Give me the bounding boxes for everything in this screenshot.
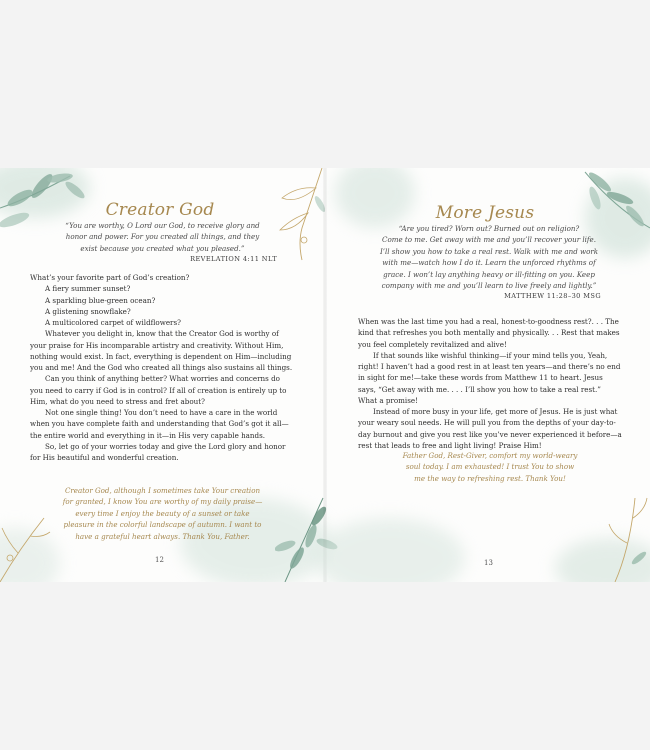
prayer-line: pleasure in the colorful landscape of autumn. I want to bbox=[63, 520, 262, 530]
watercolor-wash bbox=[315, 518, 465, 582]
closing-prayer bbox=[40, 485, 285, 542]
scripture-reference: MATTHEW 11:28–30 MSG bbox=[504, 292, 601, 300]
book-spread bbox=[0, 168, 650, 582]
prayer-line: for granted, I know You are worthy of my daily praise— bbox=[62, 497, 263, 507]
body-paragraph: So, let go of your worries today and give the Lord glory and honor for His beautiful and wonderful creation. bbox=[30, 441, 286, 462]
quote-line: Come to me. Get away with me and you’ll recover your life. bbox=[382, 235, 596, 245]
body-list-item: A glistening snowflake? bbox=[45, 306, 131, 316]
scripture-reference: REVELATION 4:11 NLT bbox=[190, 255, 277, 263]
body-paragraph: Can you think of anything better? What worries and concerns do you need to carry if God is in control? If all of creation is entirely up to Him, what do you need to stress and fret about? bbox=[30, 374, 287, 406]
body-paragraph: If that sounds like wishful thinking—if your mind tells you, Yeah, right! I haven’t had a good rest in at least ten years—and there’s no end in sight for me!—take these words from Matthew 11 to heart. Jesus says, “Get away with me. . . . I’ll show you how to take a real rest.” What a promise! bbox=[358, 350, 621, 405]
prayer-line: have a grateful heart always. Thank You, Father. bbox=[75, 531, 250, 541]
prayer-line: me the way to refreshing rest. Thank You! bbox=[414, 473, 566, 483]
quote-line: I’ll show you how to take a real rest. Walk with me and work bbox=[379, 246, 599, 256]
gold-sprig-illustration bbox=[595, 488, 650, 582]
devotional-body bbox=[30, 272, 294, 463]
scripture-quote bbox=[40, 220, 285, 254]
quote-line: grace. I won’t lay anything heavy or ill-fitting on you. Keep bbox=[383, 269, 595, 279]
page-number: 13 bbox=[484, 559, 493, 567]
scripture-quote bbox=[355, 223, 623, 291]
body-paragraph: Whatever you delight in, know that the Creator God is worthy of your praise for His incomparable artistry and creativity. Without Him, nothing would exist. In fact, everything is dependent on Him—including you and me! And the God who created all things also sustains all things. bbox=[30, 329, 293, 372]
body-list-item: A fiery summer sunset? bbox=[45, 284, 131, 294]
devotional-body bbox=[358, 316, 622, 451]
quote-line: with me—watch how I do it. Learn the unforced rhythms of bbox=[382, 258, 596, 268]
prayer-line: soul today. I am exhausted! I trust You to show bbox=[405, 462, 575, 472]
quote-line: exist because you created what you pleased.” bbox=[80, 243, 245, 253]
body-paragraph: Not one single thing! You don’t need to have a care in the world when you have complete faith and understanding that God’s got it all—the entire world and everything in it—in His very capable hands. bbox=[30, 408, 289, 440]
body-paragraph: When was the last time you had a real, honest-to-goodness rest?. . . The kind that refreshes you both mentally and physically. . . Rest that makes you feel completely revitalized and alive! bbox=[358, 317, 620, 349]
body-list-item: A sparkling blue-green ocean? bbox=[45, 295, 156, 305]
quote-line: company with me and you’ll learn to live freely and lightly.” bbox=[381, 281, 597, 291]
body-list-item: A multicolored carpet of wildflowers? bbox=[45, 318, 181, 327]
quote-line: honor and power. For you created all things, and they bbox=[65, 232, 260, 242]
page-title: Creator God bbox=[105, 200, 215, 220]
body-paragraph: Instead of more busy in your life, get more of Jesus. He is just what your weary soul needs. He will pull you from the depths of your day-to-day burnout and give you rest like you’ve never experienced it before—a rest that leads to free and light living! Praise Him! bbox=[358, 407, 622, 450]
quote-line: “Are you tired? Worn out? Burned out on religion? bbox=[398, 224, 580, 233]
closing-prayer bbox=[375, 450, 605, 484]
body-paragraph: What’s your favorite part of God’s creation? bbox=[30, 273, 190, 282]
prayer-line: Father God, Rest-Giver, comfort my world-weary bbox=[402, 451, 578, 460]
left-page bbox=[0, 168, 325, 582]
page-title: More Jesus bbox=[435, 203, 535, 223]
right-page bbox=[325, 168, 650, 582]
quote-line: “You are worthy, O Lord our God, to receive glory and bbox=[65, 221, 260, 230]
prayer-line: Creator God, although I sometimes take Your creation bbox=[64, 486, 261, 495]
page-number: 12 bbox=[155, 556, 164, 564]
prayer-line: every time I enjoy the beauty of a sunset or take bbox=[75, 508, 250, 518]
